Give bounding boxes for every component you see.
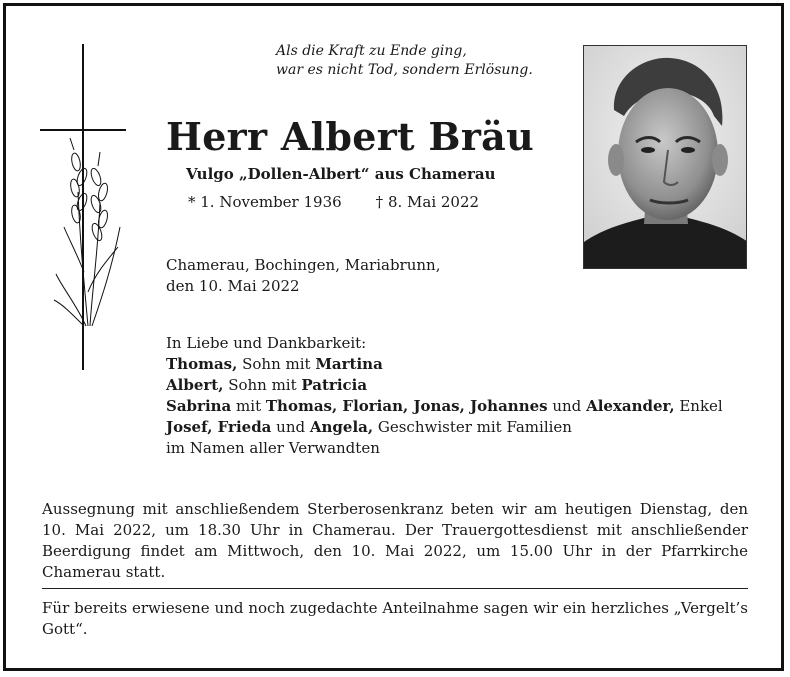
mourner-relation: Geschwister mit Familien	[373, 418, 572, 436]
epitaph-quote	[276, 42, 533, 80]
thanks-note: Für bereits erwiesene und noch zugedachte Anteilnahme sagen wir ein herzliches „Vergelt’s Gott“.	[42, 599, 748, 638]
funeral-details: Aussegnung mit anschließendem Sterberosenkranz beten wir am heutigen Dienstag, den 10. Mai 2022, um 18.30 Uhr in Chamerau. Der Trauergottesdienst mit anschließender Beerdigung findet am Mittwoch, den 10. Mai 2022, um 15.00 Uhr in der Pfarrkirche Chamerau statt.	[42, 500, 748, 581]
mourner-relation: und	[547, 397, 587, 415]
mourner-name: Josef, Frieda	[166, 418, 272, 436]
mourner-name: Thomas, Florian, Jonas, Johannes	[265, 397, 548, 415]
portrait-illustration	[584, 46, 747, 269]
quote-line-1: Als die Kraft zu Ende ging,	[276, 43, 467, 59]
mourner-relation: Enkel	[674, 397, 723, 415]
mourner-name: Martina	[315, 355, 383, 373]
mourner-row	[166, 354, 723, 375]
place-and-date	[166, 255, 440, 297]
mourner-name: Patricia	[301, 376, 368, 394]
mourner-name: Albert,	[166, 376, 224, 394]
quote-line-2: war es nicht Tod, sondern Erlösung.	[276, 62, 533, 78]
mourner-relation: Sohn mit	[237, 355, 316, 373]
mourner-name: Thomas,	[166, 355, 238, 373]
death-date: † 8. Mai 2022	[375, 193, 480, 211]
mourners-intro: In Liebe und Dankbarkeit:	[166, 334, 367, 352]
portrait-photo	[583, 45, 747, 269]
mourner-relation: Sohn mit	[223, 376, 302, 394]
deceased-nickname: Vulgo „Dollen-Albert“ aus Chamerau	[186, 165, 496, 183]
mourner-relation: mit	[231, 397, 266, 415]
divider	[42, 588, 748, 589]
cross-with-wheat-icon	[40, 42, 130, 372]
mourners-list	[166, 333, 723, 459]
mourner-row	[166, 417, 723, 438]
mourners-closing: im Namen aller Verwandten	[166, 439, 380, 457]
date-line: den 10. Mai 2022	[166, 277, 300, 295]
place-line: Chamerau, Bochingen, Mariabrunn,	[166, 256, 441, 274]
life-dates	[188, 193, 479, 211]
mourner-row	[166, 396, 723, 417]
mourner-name: Angela,	[309, 418, 374, 436]
birth-date: * 1. November 1936	[188, 193, 342, 211]
mourner-row	[166, 375, 723, 396]
deceased-name: Herr Albert Bräu	[166, 114, 535, 159]
mourner-name: Alexander,	[586, 397, 675, 415]
mourner-name: Sabrina	[166, 397, 232, 415]
mourner-relation: und	[271, 418, 310, 436]
